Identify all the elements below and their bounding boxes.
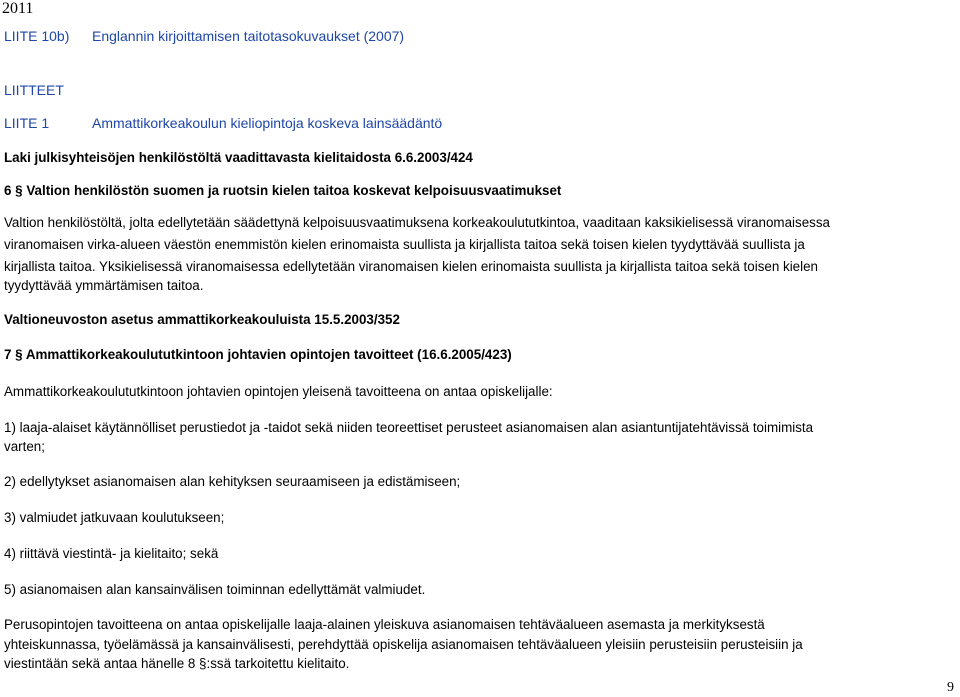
decree-title: Valtioneuvoston asetus ammattikorkeakouluista 15.5.2003/352 bbox=[4, 312, 400, 327]
decree-list-item: 5) asianomaisen alan kansainvälisen toiminnan edellyttämät valmiudet. bbox=[4, 582, 426, 597]
law-paragraph-line: viranomaisen virka-alueen väestön enemmistön kielen erinomaista suullista ja kirjallista taitoa sekä toisen kielen tyydyttävää suullista ja bbox=[4, 237, 805, 252]
law-paragraph-line: tyydyttävää ymmärtämisen taitoa. bbox=[4, 278, 204, 293]
decree-closing-line: Perusopintojen tavoitteena on antaa opiskelijalle laaja-alainen yleiskuva asianomaisen tehtäväalueen asemasta ja merkityksestä bbox=[4, 617, 765, 632]
decree-list-item: 2) edellytykset asianomaisen alan kehityksen seuraamiseen ja edistämiseen; bbox=[4, 474, 461, 489]
decree-section-heading: 7 § Ammattikorkeakoulututkintoon johtavien opintojen tavoitteet (16.6.2005/423) bbox=[4, 347, 512, 362]
document-year: 2011 bbox=[2, 0, 34, 17]
appendix-1-title: Ammattikorkeakoulun kieliopintoja koskeva lainsäädäntö bbox=[92, 115, 443, 131]
law-section-heading: 6 § Valtion henkilöstön suomen ja ruotsin kielen taitoa koskevat kelpoisuusvaatimukset bbox=[4, 183, 562, 198]
law-title: Laki julkisyhteisöjen henkilöstöltä vaadittavasta kielitaidosta 6.6.2003/424 bbox=[4, 150, 473, 165]
appendix-id: LIITE 10b) bbox=[4, 28, 70, 44]
appendix-1-id: LIITE 1 bbox=[4, 115, 50, 131]
decree-closing-line: yhteiskunnassa, työelämässä ja kansainvälisesti, perehdyttää opiskelija asianomaisen tehtäväalueen yleisiin perusteisiin perusteisiin ja bbox=[4, 637, 803, 652]
law-paragraph-line: kirjallista taitoa. Yksikielisessä viranomaisessa edellytetään viranomaisen kielen erinomaista suullista ja kirjallista taitoa sekä toisen kielen bbox=[4, 259, 818, 274]
law-paragraph-line: Valtion henkilöstöltä, jolta edellytetään säädettynä kelpoisuusvaatimuksena korkeakoulututkintoa, vaaditaan kaksikielisessä viranomaisessa bbox=[4, 215, 830, 230]
decree-list-item: 4) riittävä viestintä- ja kielitaito; sekä bbox=[4, 546, 219, 561]
decree-closing-line: viestintään sekä antaa hänelle 8 §:ssä tarkoitettu kielitaito. bbox=[4, 656, 350, 671]
page-number: 9 bbox=[947, 680, 954, 695]
appendix-title: Englannin kirjoittamisen taitotasokuvaukset (2007) bbox=[92, 28, 405, 44]
decree-list-item: 1) laaja-alaiset käytännölliset perustiedot ja -taidot sekä niiden teoreettiset perusteet asianomaisen alan asiantuntijatehtävissä toimimista bbox=[4, 420, 814, 435]
decree-list-item: 3) valmiudet jatkuvaan koulutukseen; bbox=[4, 510, 225, 525]
appendices-heading: LIITTEET bbox=[4, 82, 64, 98]
decree-list-item-continued: varten; bbox=[4, 439, 45, 454]
decree-intro: Ammattikorkeakoulututkintoon johtavien opintojen yleisenä tavoitteena on antaa opiskelijalle: bbox=[4, 384, 553, 399]
